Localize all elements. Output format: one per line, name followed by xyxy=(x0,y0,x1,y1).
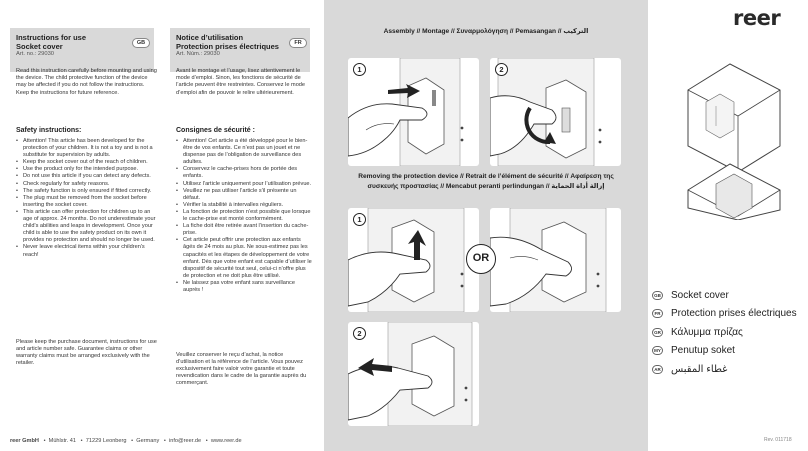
footer-address: reer GmbH • Mühlstr. 41 • 71229 Leonberg • Germany • info@reer.de • www.reer.de xyxy=(10,438,242,444)
assembly-step-1-badge: 1 xyxy=(353,63,366,76)
product-name-row xyxy=(652,360,797,379)
product-name: غطاء المقبس xyxy=(671,363,728,375)
safety-bullet: • La fiche doit être retirée avant l’insertion du cache-prise. xyxy=(176,223,312,237)
safety-bullet: • Attention! Cet article a été développé pour le bien-être de vos enfants. Ce n’est pas un jouet et ne dispense pas de l’obligation de surveillance des adultes. xyxy=(176,138,312,166)
removal-step-2-illustration xyxy=(348,322,479,426)
safety-bullet: • Ne laissez pas votre enfant sans surveillance auprès ! xyxy=(176,280,312,294)
safety-bullet: • The safety function is only ensured if fitted correctly. xyxy=(16,188,158,195)
safety-bullet: • The plug must be removed from the socket before inserting the socket cover. xyxy=(16,195,158,209)
product-lang-badge: AR xyxy=(652,365,663,374)
product-name-row xyxy=(652,323,797,342)
english-art-no: Art. no.: 29030 xyxy=(16,51,55,57)
product-name: Protection prises électriques xyxy=(671,308,797,320)
french-art-no: Art. Núm.: 29030 xyxy=(176,51,220,57)
product-lang-badge: FR xyxy=(652,309,663,318)
english-safety-list xyxy=(16,138,158,259)
assembly-step-2-panel xyxy=(490,58,621,166)
or-badge: OR xyxy=(466,244,496,274)
removal-step-1-illustration xyxy=(348,208,479,312)
safety-bullet: • La fonction de protection n’est possible que lorsque le cache-prise est monté conformément. xyxy=(176,209,312,223)
safety-bullet: • Never leave electrical items within your children's reach! xyxy=(16,244,158,258)
french-intro: Avant le montage et l’usage, lisez attentivement le mode d’emploi. Sinon, les fonctions de sécurité de l’article peuvent être restreintes. Conservez le mode d’emploi afin de pouvoir le relire ultérieurement. xyxy=(176,68,306,96)
french-subtitle: Protection prises électriques xyxy=(176,42,279,51)
safety-bullet: • Conservez le cache-prises hors de portée des enfants. xyxy=(176,166,312,180)
removal-step-2-badge: 2 xyxy=(353,327,366,340)
brand-logo: reer xyxy=(733,6,781,30)
removal-step-2-panel xyxy=(348,322,479,426)
product-name-row xyxy=(652,305,797,324)
product-name-row xyxy=(652,286,797,305)
safety-bullet: • This article can offer protection for children up to an age of approx. 24 months. Do not underestimate your child's abilities and leaps in development. Once your child is able to use the safety product on its own it provides no protection and should no longer be used. xyxy=(16,209,158,244)
footer-city: 71229 Leonberg xyxy=(85,438,127,444)
removal-step-1-alt-panel xyxy=(490,208,621,312)
english-safety-heading: Safety instructions: xyxy=(16,127,82,134)
safety-bullet: • Use the product only for the intended purpose. xyxy=(16,166,158,173)
safety-bullet: • Utilisez l’article uniquement pour l’utilisation prévue. xyxy=(176,181,312,188)
french-title: Notice d’utilisation xyxy=(176,33,244,42)
product-name: Socket cover xyxy=(671,289,729,301)
french-lang-badge: FR xyxy=(289,38,307,48)
english-subtitle: Socket cover xyxy=(16,42,63,51)
english-closing: Please keep the purchase document, instructions for use and article number safe. Guarantee claims or other warranty claims must be arranged exclusively with the retailer. xyxy=(16,339,157,367)
product-lang-badge: MY xyxy=(652,346,663,355)
footer-email: info@reer.de xyxy=(168,438,202,444)
assembly-step-1-illustration xyxy=(348,58,479,166)
french-safety-list xyxy=(176,138,312,294)
footer-company: reer GmbH xyxy=(10,438,39,444)
revision-label: Rev. 011718 xyxy=(764,437,792,443)
product-lang-badge: GR xyxy=(652,328,663,337)
removal-step-1-panel xyxy=(348,208,479,312)
safety-bullet: • Check regularly for safety reasons. xyxy=(16,181,158,188)
product-lang-badge: GB xyxy=(652,291,663,300)
safety-bullet: • Attention! This article has been developed for the protection of your children. It is not a toy and is not a substitute for supervision by adults. xyxy=(16,138,158,159)
english-title: Instructions for use xyxy=(16,33,87,42)
safety-bullet: • Do not use this article if you can detect any defects. xyxy=(16,173,158,180)
french-safety-heading: Consignes de sécurité : xyxy=(176,127,255,134)
french-closing: Veuillez conserver le reçu d’achat, la notice d’utilisation et la référence de l’article. Vous pouvez exclusivement faire valoir votre garantie et toute revendication dans le cadre de la garantie auprès du commerçant. xyxy=(176,352,307,387)
assembly-step-2-illustration xyxy=(490,58,621,166)
product-name-row xyxy=(652,342,797,361)
footer-web: www.reer.de xyxy=(210,438,242,444)
removal-step-1-alt-illustration xyxy=(490,208,621,312)
product-name: Penutup soket xyxy=(671,345,735,357)
product-name: Κάλυμμα πρίζας xyxy=(671,326,743,338)
socket-cover-product-illustration xyxy=(676,60,804,220)
assembly-step-1-panel xyxy=(348,58,479,166)
product-name-list xyxy=(652,286,797,379)
assembly-title: Assembly // Montage // Συναρμολόγηση // Pemasangan // التركيب xyxy=(383,28,589,35)
removal-title-line2: συσκευής προστασίας // Mencabut peranti perlindungan // إزالة أداة الحماية xyxy=(367,183,605,190)
assembly-step-2-badge: 2 xyxy=(495,63,508,76)
english-lang-badge: GB xyxy=(132,38,150,48)
safety-bullet: • Keep the socket cover out of the reach of children. xyxy=(16,159,158,166)
english-intro: Read this instruction carefully before mounting and using the device. The child protective function of the device may be affected if you do not follow the instructions. Keep the instructions for future reference. xyxy=(16,68,157,96)
footer-street: Mühlstr. 41 xyxy=(48,438,77,444)
removal-step-1-badge: 1 xyxy=(353,213,366,226)
safety-bullet: • Cet article peut offrir une protection aux enfants âgés de 24 mois au plus. Ne sous-estimez pas les capacités et les étapes de développement de votre enfant. Dès que votre enfant est capable d’utiliser le dispositif de sécurité tout seul, celui-ci n’offre plus de protection et ne doit plus être utilisé. xyxy=(176,237,312,280)
removal-title-line1: Removing the protection device // Retrait de l’élément de sécurité // Αφαίρεση της xyxy=(358,173,614,180)
safety-bullet: • Veuillez ne pas utiliser l’article s’il présente un défaut. xyxy=(176,188,312,202)
footer-country: Germany xyxy=(136,438,160,444)
safety-bullet: • Vérifier la stabilité à intervalles réguliers. xyxy=(176,202,312,209)
removal-title xyxy=(336,172,636,192)
